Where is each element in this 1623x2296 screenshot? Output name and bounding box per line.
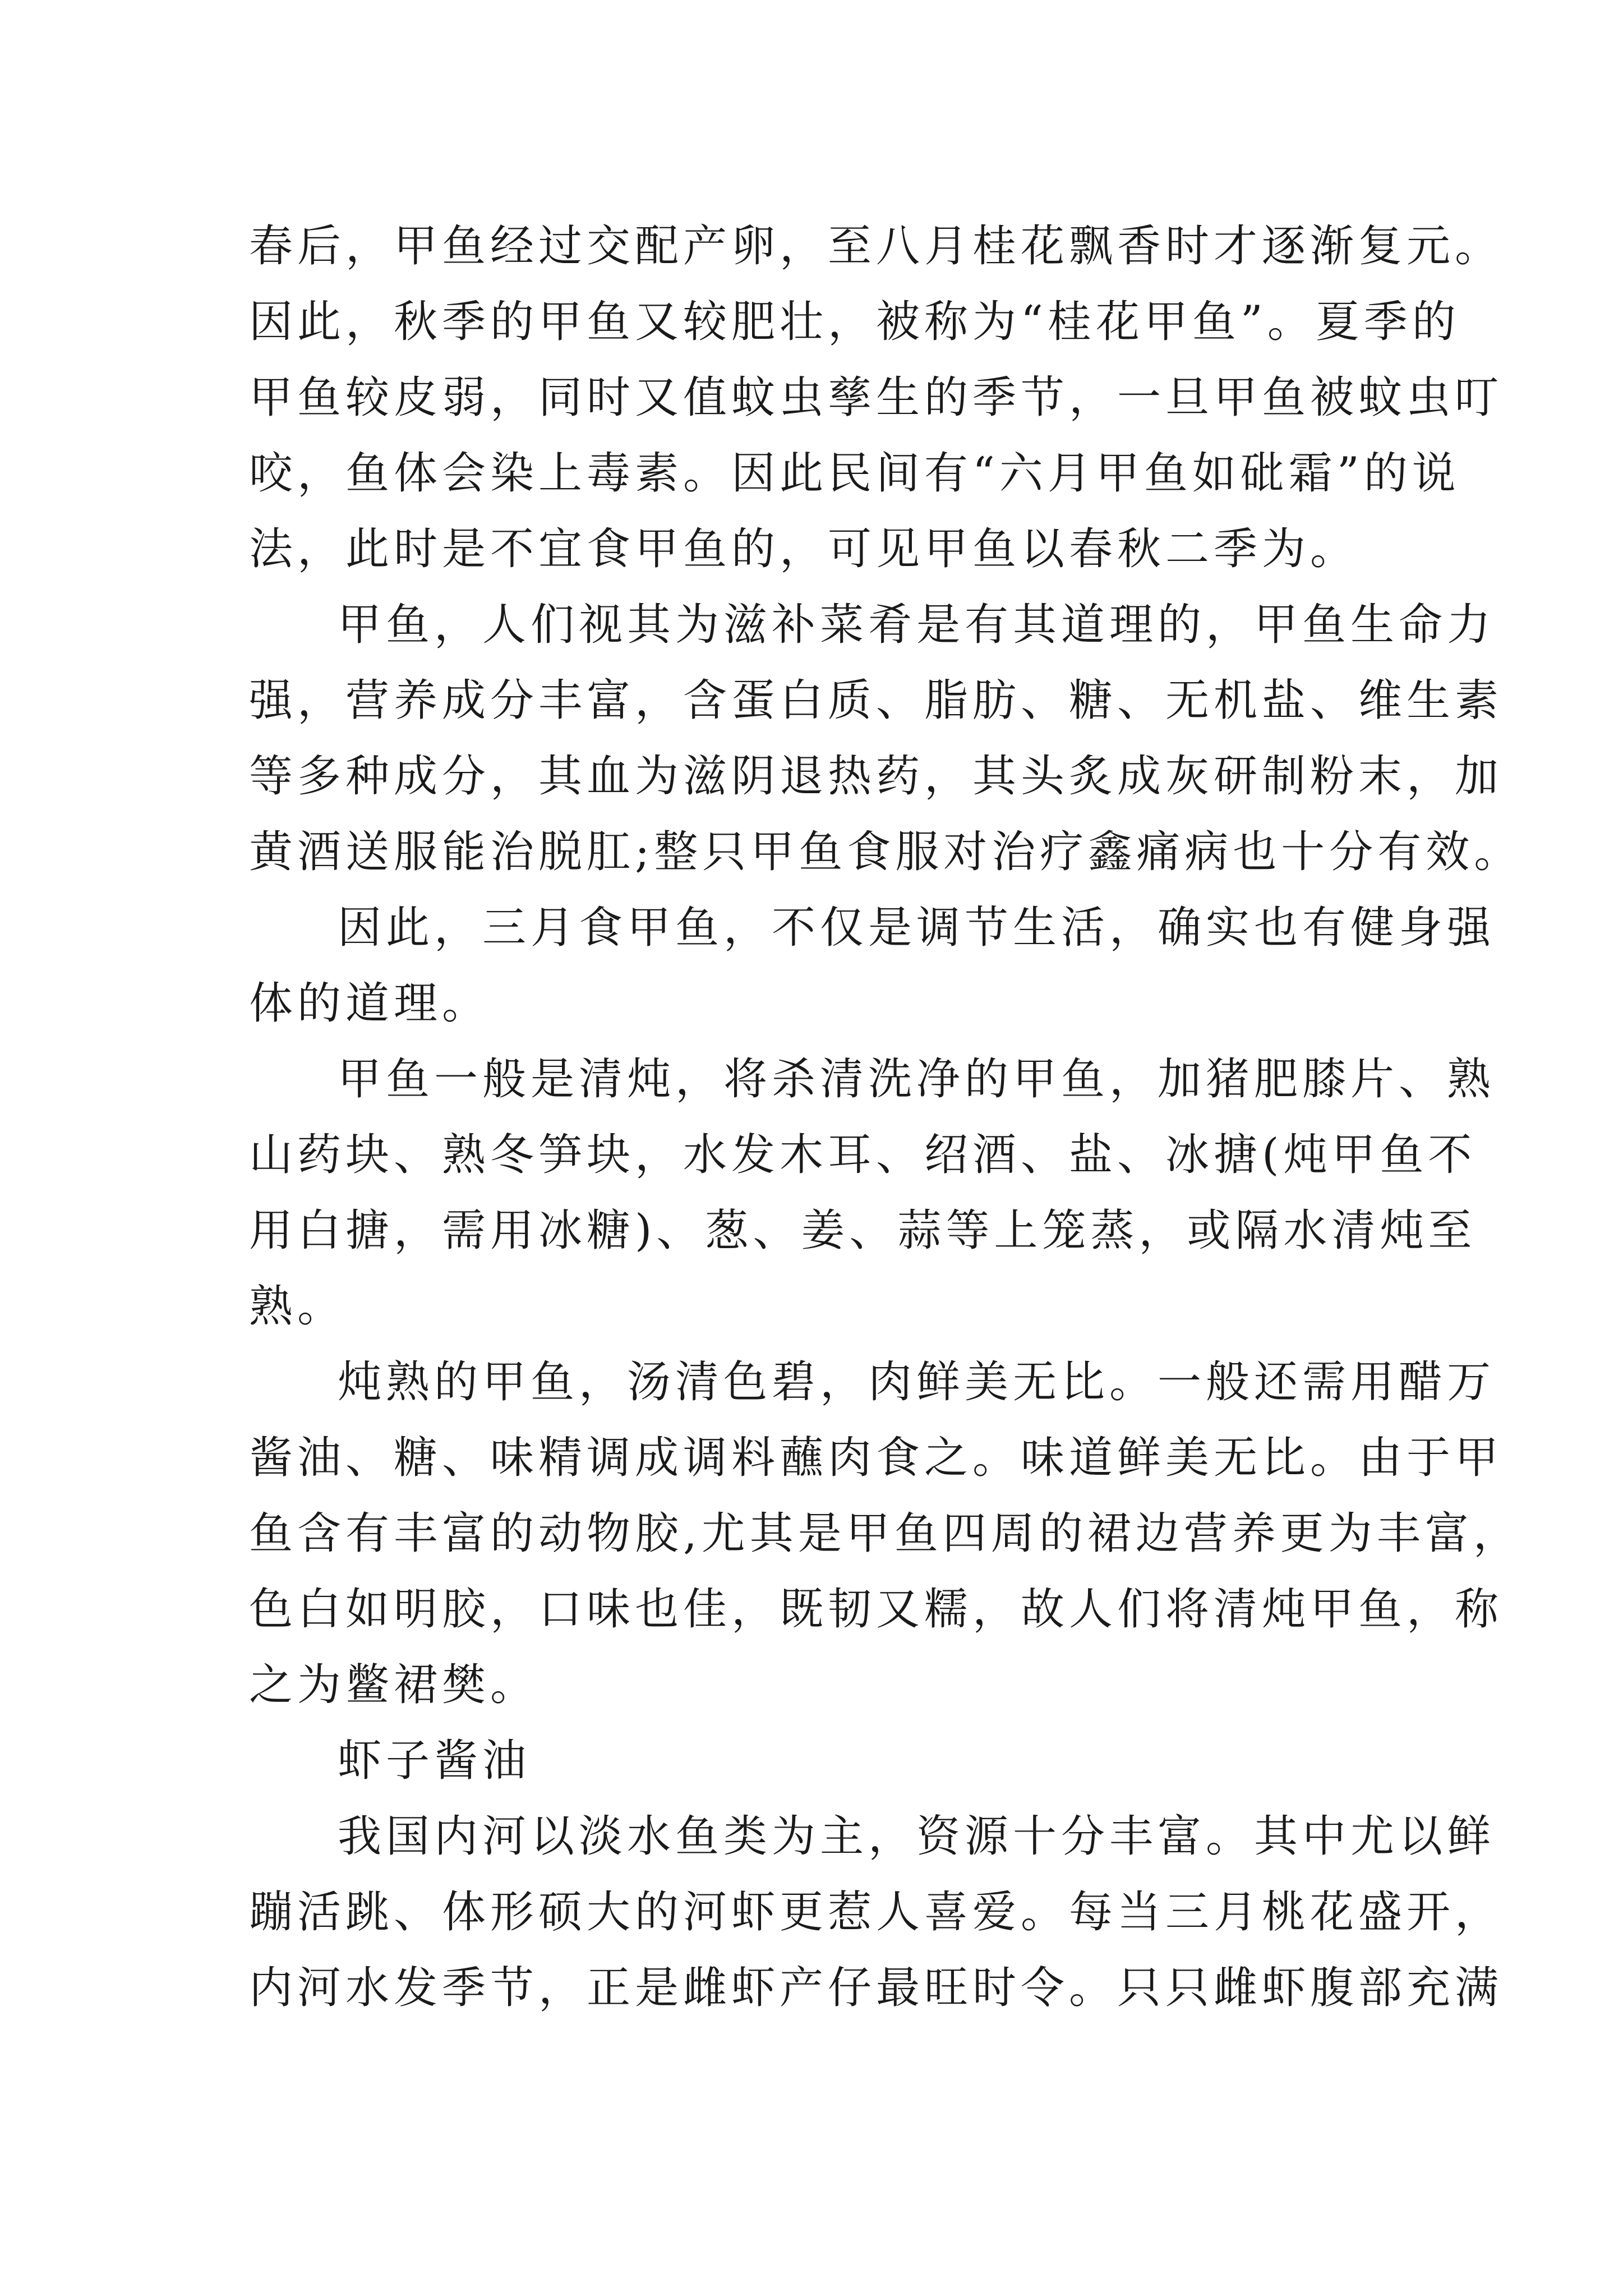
text-line: 因此，三月食甲鱼，不仅是调节生活，确实也有健身强: [338, 903, 1496, 953]
text-line: 甲鱼一般是清炖，将杀清洗净的甲鱼，加猪肥膝片、熟: [338, 1054, 1496, 1105]
text-line: 炖熟的甲鱼，汤清色碧，肉鲜美无比。一般还需用醋万: [338, 1357, 1496, 1407]
text-line: 甲鱼较皮弱，同时又值蚊虫孳生的季节，一旦甲鱼被蚊虫叮: [249, 372, 1504, 423]
text-line: 鱼含有丰富的动物胶,尤其是甲鱼四周的裙边营养更为丰富，: [249, 1508, 1521, 1559]
text-line: 因此，秋季的甲鱼又较肥壮，被称为“桂花甲鱼”。夏季的: [249, 297, 1460, 347]
text-line: 用白搪，需用冰糖)、葱、姜、蒜等上笼蒸，或隔水清炖至: [249, 1205, 1477, 1256]
text-line: 酱油、糖、味精调成调料蘸肉食之。味道鲜美无比。由于甲: [249, 1433, 1504, 1483]
text-line: 色白如明胶，口味也佳，既韧又糯，故人们将清炖甲鱼，称: [249, 1584, 1504, 1635]
text-line: 蹦活跳、体形硕大的河虾更惹人喜爱。每当三月桃花盛开，: [249, 1887, 1504, 1938]
document-body: [249, 209, 1523, 2026]
text-line: 黄酒送服能治脱肛;整只甲鱼食服对治疗鑫痛病也十分有效。: [249, 827, 1523, 877]
text-line: 体的道理。: [249, 978, 491, 1029]
text-line: 甲鱼，人们视其为滋补菜肴是有其道理的，甲鱼生命力: [338, 600, 1496, 650]
text-line: 虾子酱油: [338, 1736, 531, 1786]
text-line: 春后，甲鱼经过交配产卵，至八月桂花飘香时才逐渐复元。: [249, 221, 1504, 272]
text-line: 我国内河以淡水鱼类为主，资源十分丰富。其中尤以鲜: [338, 1811, 1496, 1862]
text-line: 内河水发季节，正是雌虾产仔最旺时令。只只雌虾腹部充满: [249, 1963, 1504, 2013]
text-line: 咬，鱼体会染上毒素。因此民间有“六月甲鱼如砒霜”的说: [249, 448, 1460, 499]
text-line: 之为鳖裙樊。: [249, 1660, 539, 1710]
text-line: 强，营养成分丰富，含蛋白质、脂肪、糖、无机盐、维生素: [249, 675, 1504, 726]
text-line: 法，此时是不宜食甲鱼的，可见甲鱼以春秋二季为。: [249, 524, 1359, 574]
text-line: 熟。: [249, 1281, 346, 1332]
text-line: 等多种成分，其血为滋阴退热药，其头炙成灰研制粉末，加: [249, 751, 1504, 802]
text-line: 山药块、熟冬笋块，水发木耳、绍酒、盐、冰搪(炖甲鱼不: [249, 1130, 1477, 1180]
